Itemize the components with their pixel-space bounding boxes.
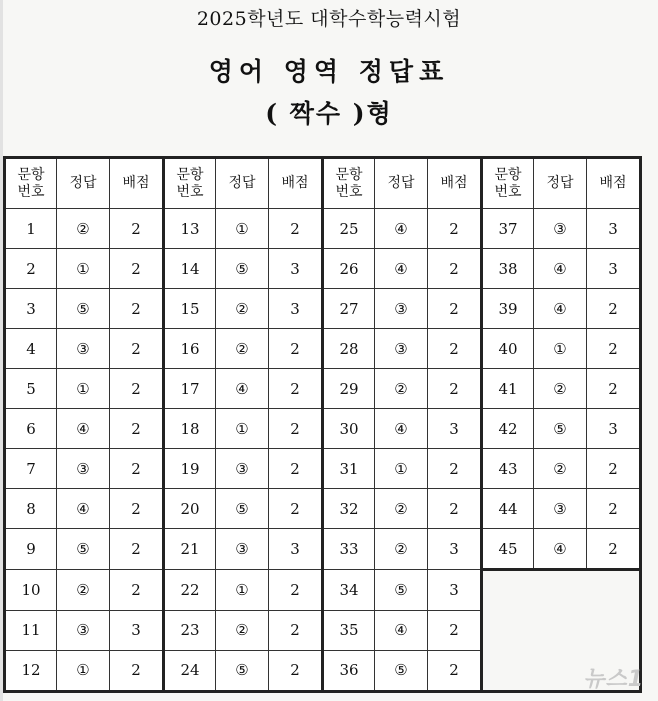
empty-cell	[534, 610, 587, 650]
points: 2	[110, 650, 164, 691]
points: 2	[110, 329, 164, 369]
question-number: 32	[323, 489, 375, 529]
question-number: 21	[164, 529, 216, 570]
answer-choice: ③	[375, 329, 428, 369]
question-number: 15	[164, 289, 216, 329]
answer-choice: ③	[57, 449, 110, 489]
question-number: 8	[5, 489, 57, 529]
answer-choice: ④	[57, 409, 110, 449]
question-number: 40	[482, 329, 534, 369]
answer-choice: ①	[534, 329, 587, 369]
points: 2	[587, 369, 641, 409]
points-header: 배점	[587, 158, 641, 209]
points: 2	[587, 489, 641, 529]
question-number: 5	[5, 369, 57, 409]
test-type-title: ( 짝수 )형	[265, 99, 393, 128]
answer-choice: ②	[216, 329, 269, 369]
answer-choice: ④	[534, 249, 587, 289]
answer-choice: ①	[57, 650, 110, 691]
points: 2	[110, 209, 164, 249]
points: 2	[428, 650, 482, 691]
question-number-header: 문항 번호	[323, 158, 375, 209]
answer-choice: ②	[375, 489, 428, 529]
question-number: 19	[164, 449, 216, 489]
answer-choice: ②	[375, 369, 428, 409]
answer-choice: ②	[57, 209, 110, 249]
question-number: 7	[5, 449, 57, 489]
question-number: 30	[323, 409, 375, 449]
points: 3	[587, 249, 641, 289]
question-number: 33	[323, 529, 375, 570]
answer-choice: ③	[375, 289, 428, 329]
question-number: 45	[482, 529, 534, 570]
question-number: 10	[5, 570, 57, 611]
points: 2	[428, 489, 482, 529]
points: 2	[587, 289, 641, 329]
question-number: 13	[164, 209, 216, 249]
question-number: 1	[5, 209, 57, 249]
news-watermark-logo: 뉴스1	[583, 667, 644, 692]
answer-table	[3, 156, 642, 693]
answer-choice: ①	[216, 209, 269, 249]
question-number: 42	[482, 409, 534, 449]
answer-choice: ④	[534, 289, 587, 329]
question-number: 3	[5, 289, 57, 329]
points-header: 배점	[110, 158, 164, 209]
table-row	[5, 289, 641, 329]
answer-choice: ②	[216, 289, 269, 329]
answer-choice: ③	[57, 329, 110, 369]
table-row	[5, 570, 641, 611]
question-number: 6	[5, 409, 57, 449]
question-number: 14	[164, 249, 216, 289]
question-number: 12	[5, 650, 57, 691]
points: 2	[110, 489, 164, 529]
question-number: 27	[323, 289, 375, 329]
empty-cell	[534, 570, 587, 611]
answer-choice: ③	[216, 449, 269, 489]
answer-choice: ③	[534, 209, 587, 249]
answer-header: 정답	[216, 158, 269, 209]
points: 3	[110, 610, 164, 650]
table-row	[5, 650, 641, 691]
answer-choice: ⑤	[57, 289, 110, 329]
answer-choice: ①	[375, 449, 428, 489]
table-row	[5, 409, 641, 449]
points: 3	[587, 209, 641, 249]
points: 2	[428, 209, 482, 249]
points: 2	[587, 529, 641, 570]
answer-choice: ④	[534, 529, 587, 570]
answer-choice: ⑤	[57, 529, 110, 570]
points: 2	[269, 369, 323, 409]
points: 2	[587, 449, 641, 489]
question-number: 43	[482, 449, 534, 489]
question-number: 34	[323, 570, 375, 611]
empty-cell	[482, 570, 534, 611]
answer-choice: ②	[216, 610, 269, 650]
points: 3	[269, 289, 323, 329]
question-number: 39	[482, 289, 534, 329]
question-number: 22	[164, 570, 216, 611]
question-number: 4	[5, 329, 57, 369]
question-number: 28	[323, 329, 375, 369]
answer-choice: ⑤	[375, 650, 428, 691]
points: 2	[269, 209, 323, 249]
empty-cell	[587, 570, 641, 611]
points: 2	[428, 249, 482, 289]
question-number: 38	[482, 249, 534, 289]
points: 2	[587, 329, 641, 369]
points: 2	[269, 329, 323, 369]
answer-choice: ④	[375, 610, 428, 650]
answer-choice: ⑤	[375, 570, 428, 611]
question-number: 23	[164, 610, 216, 650]
points: 3	[428, 409, 482, 449]
points: 3	[269, 249, 323, 289]
points: 2	[110, 570, 164, 611]
exam-title: 2025학년도 대학수학능력시험	[196, 8, 462, 30]
question-number: 24	[164, 650, 216, 691]
answer-choice: ①	[57, 249, 110, 289]
question-number: 35	[323, 610, 375, 650]
answer-header: 정답	[375, 158, 428, 209]
answer-choice: ①	[216, 570, 269, 611]
points: 2	[428, 449, 482, 489]
empty-cell	[482, 610, 534, 650]
table-row	[5, 209, 641, 249]
answer-choice: ①	[216, 409, 269, 449]
points: 3	[428, 529, 482, 570]
points: 2	[428, 329, 482, 369]
question-number: 16	[164, 329, 216, 369]
empty-cell	[482, 650, 534, 691]
points: 2	[269, 449, 323, 489]
question-number: 26	[323, 249, 375, 289]
question-number: 36	[323, 650, 375, 691]
table-row	[5, 249, 641, 289]
question-number: 44	[482, 489, 534, 529]
points: 2	[269, 489, 323, 529]
points: 2	[269, 610, 323, 650]
answer-choice: ②	[375, 529, 428, 570]
answer-choice: ⑤	[534, 409, 587, 449]
question-number: 31	[323, 449, 375, 489]
question-number: 11	[5, 610, 57, 650]
table-row	[5, 449, 641, 489]
question-number: 17	[164, 369, 216, 409]
answer-header: 정답	[534, 158, 587, 209]
question-number-header: 문항 번호	[5, 158, 57, 209]
points-header: 배점	[269, 158, 323, 209]
answer-choice: ④	[375, 409, 428, 449]
answer-key-title: 영어 영역 정답표	[208, 57, 450, 86]
answer-choice: ②	[534, 449, 587, 489]
points: 2	[269, 409, 323, 449]
answer-choice: ④	[57, 489, 110, 529]
question-number-header: 문항 번호	[164, 158, 216, 209]
points: 2	[110, 529, 164, 570]
points: 2	[269, 650, 323, 691]
points: 3	[428, 570, 482, 611]
points: 2	[110, 289, 164, 329]
table-row	[5, 329, 641, 369]
answer-choice: ④	[216, 369, 269, 409]
points: 2	[428, 610, 482, 650]
points: 2	[428, 289, 482, 329]
answer-choice: ②	[534, 369, 587, 409]
points: 3	[269, 529, 323, 570]
answer-choice: ⑤	[216, 249, 269, 289]
points: 2	[110, 249, 164, 289]
question-number: 20	[164, 489, 216, 529]
question-number: 41	[482, 369, 534, 409]
table-header-row	[5, 158, 641, 209]
table-row	[5, 610, 641, 650]
points-header: 배점	[428, 158, 482, 209]
answer-choice: ③	[57, 610, 110, 650]
points: 2	[428, 369, 482, 409]
empty-cell	[534, 650, 587, 691]
points: 2	[110, 369, 164, 409]
answer-choice: ④	[375, 249, 428, 289]
answer-choice: ⑤	[216, 489, 269, 529]
points: 2	[110, 409, 164, 449]
table-row	[5, 369, 641, 409]
question-number: 29	[323, 369, 375, 409]
answer-choice: ⑤	[216, 650, 269, 691]
points: 3	[587, 409, 641, 449]
points: 2	[269, 570, 323, 611]
answer-choice: ②	[57, 570, 110, 611]
empty-cell	[587, 610, 641, 650]
question-number: 37	[482, 209, 534, 249]
question-number-header: 문항 번호	[482, 158, 534, 209]
answer-choice: ①	[57, 369, 110, 409]
answer-choice: ④	[375, 209, 428, 249]
question-number: 9	[5, 529, 57, 570]
question-number: 25	[323, 209, 375, 249]
answer-choice: ③	[534, 489, 587, 529]
answer-header: 정답	[57, 158, 110, 209]
question-number: 18	[164, 409, 216, 449]
table-row	[5, 489, 641, 529]
table-row	[5, 529, 641, 570]
answer-choice: ③	[216, 529, 269, 570]
question-number: 2	[5, 249, 57, 289]
points: 2	[110, 449, 164, 489]
